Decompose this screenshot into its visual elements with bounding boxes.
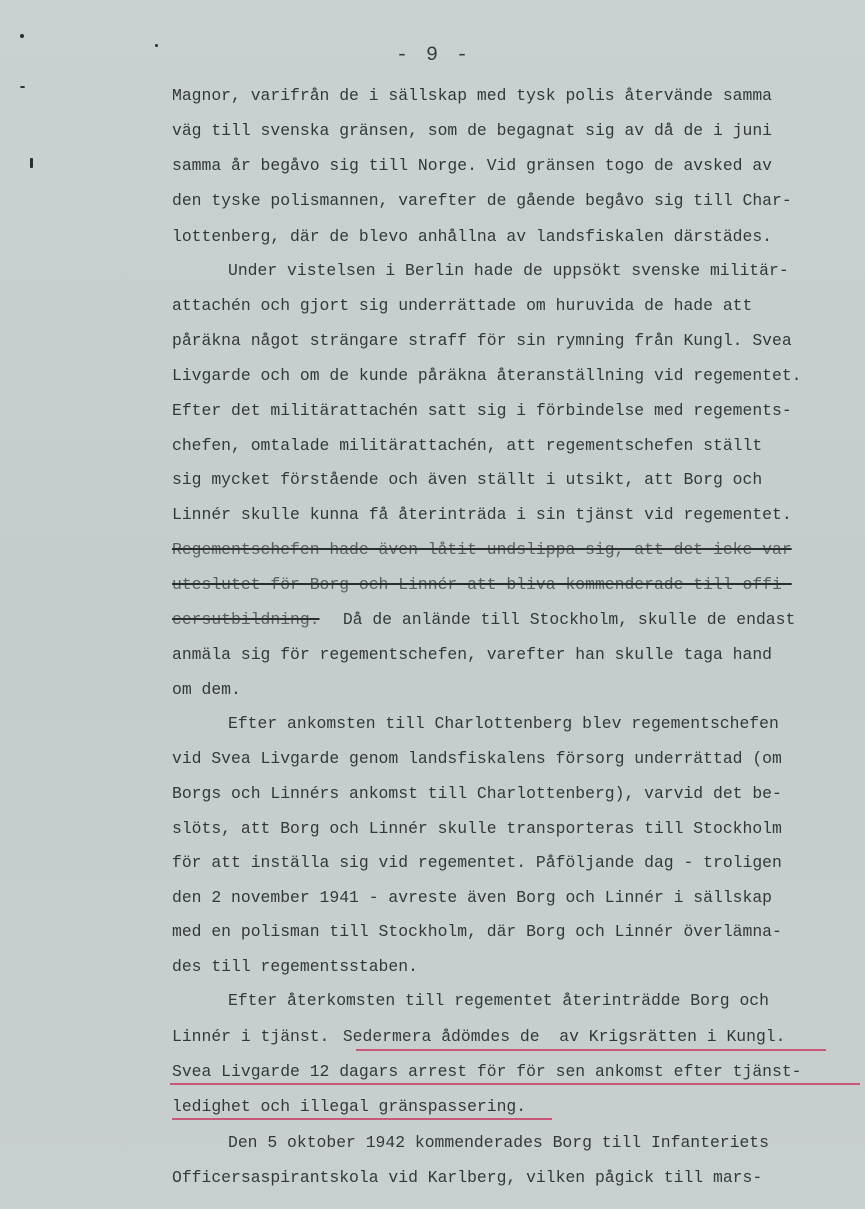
text-line: ledighet och illegal gränspassering. [172,1097,527,1116]
text-line: attachén och gjort sig underrättade om huruvida de hade att [172,296,753,315]
text-line: Då de anlände till Stockholm, skulle de endast [333,610,796,629]
text-line: Efter återkomsten till regementet återinträdde Borg och [228,991,769,1010]
text-line: påräkna något strängare straff för sin rymning från Kungl. Svea [172,331,792,350]
text-line: Den 5 oktober 1942 kommenderades Borg till Infanteriets [228,1133,769,1152]
text-line: för att inställa sig vid regementet. Påföljande dag - troligen [172,853,782,872]
margin-speck [20,86,25,88]
red-underline [356,1049,826,1051]
text-line: Linnér i tjänst. [172,1027,330,1046]
text-line: Under vistelsen i Berlin hade de uppsökt svenske militär- [228,261,789,280]
text-line: Svea Livgarde 12 dagars arrest för för sen ankomst efter tjänst- [172,1062,802,1081]
text-line: vid Svea Livgarde genom landsfiskalens försorg underrättad (om [172,749,782,768]
text-line: des till regementsstaben. [172,957,418,976]
text-line: den tyske polismannen, varefter de gående begåvo sig till Char- [172,191,792,210]
red-underline [170,1083,860,1085]
text-line: Efter det militärattachén satt sig i förbindelse med regements- [172,401,792,420]
red-underline [172,1118,552,1120]
text-line: Magnor, varifrån de i sällskap med tysk polis återvände samma [172,86,772,105]
text-line: Efter ankomsten till Charlottenberg blev regementschefen [228,714,779,733]
text-line: slöts, att Borg och Linnér skulle transporteras till Stockholm [172,819,782,838]
struck-text-line: uteslutet för Borg och Linnér att bliva kommenderade till offi- [172,575,792,594]
margin-speck [20,34,24,38]
text-line: Livgarde och om de kunde påräkna återanställning vid regementet. [172,366,802,385]
margin-speck [30,158,33,168]
text-line: anmäla sig för regementschefen, varefter han skulle taga hand [172,645,772,664]
text-line: om dem. [172,680,241,699]
text-line: med en polisman till Stockholm, där Borg och Linnér överlämna- [172,922,782,941]
struck-text-line: Regementschefen hade även låtit undslippa sig, att det icke var [172,540,792,559]
margin-speck [155,44,158,47]
text-line: samma år begåvo sig till Norge. Vid gränsen togo de avsked av [172,156,772,175]
text-line: Linnér skulle kunna få återinträda i sin tjänst vid regementet. [172,505,792,524]
text-line: Officersaspirantskola vid Karlberg, vilken pågick till mars- [172,1168,763,1187]
text-line: chefen, omtalade militärattachén, att regementschefen ställt [172,436,763,455]
text-line: lottenberg, där de blevo anhållna av landsfiskalen därstädes. [172,227,772,246]
text-line: väg till svenska gränsen, som de begagnat sig av då de i juni [172,121,772,140]
text-line: Borgs och Linnérs ankomst till Charlottenberg), varvid det be- [172,784,782,803]
text-line: sig mycket förstående och även ställt i utsikt, att Borg och [172,470,763,489]
struck-text-line: cersutbildning. [172,610,320,629]
text-line: den 2 november 1941 - avreste även Borg och Linnér i sällskap [172,888,772,907]
page-number: - 9 - [396,44,472,67]
text-line: Sedermera ådömdes de av Krigsrätten i Kungl. [333,1027,786,1046]
